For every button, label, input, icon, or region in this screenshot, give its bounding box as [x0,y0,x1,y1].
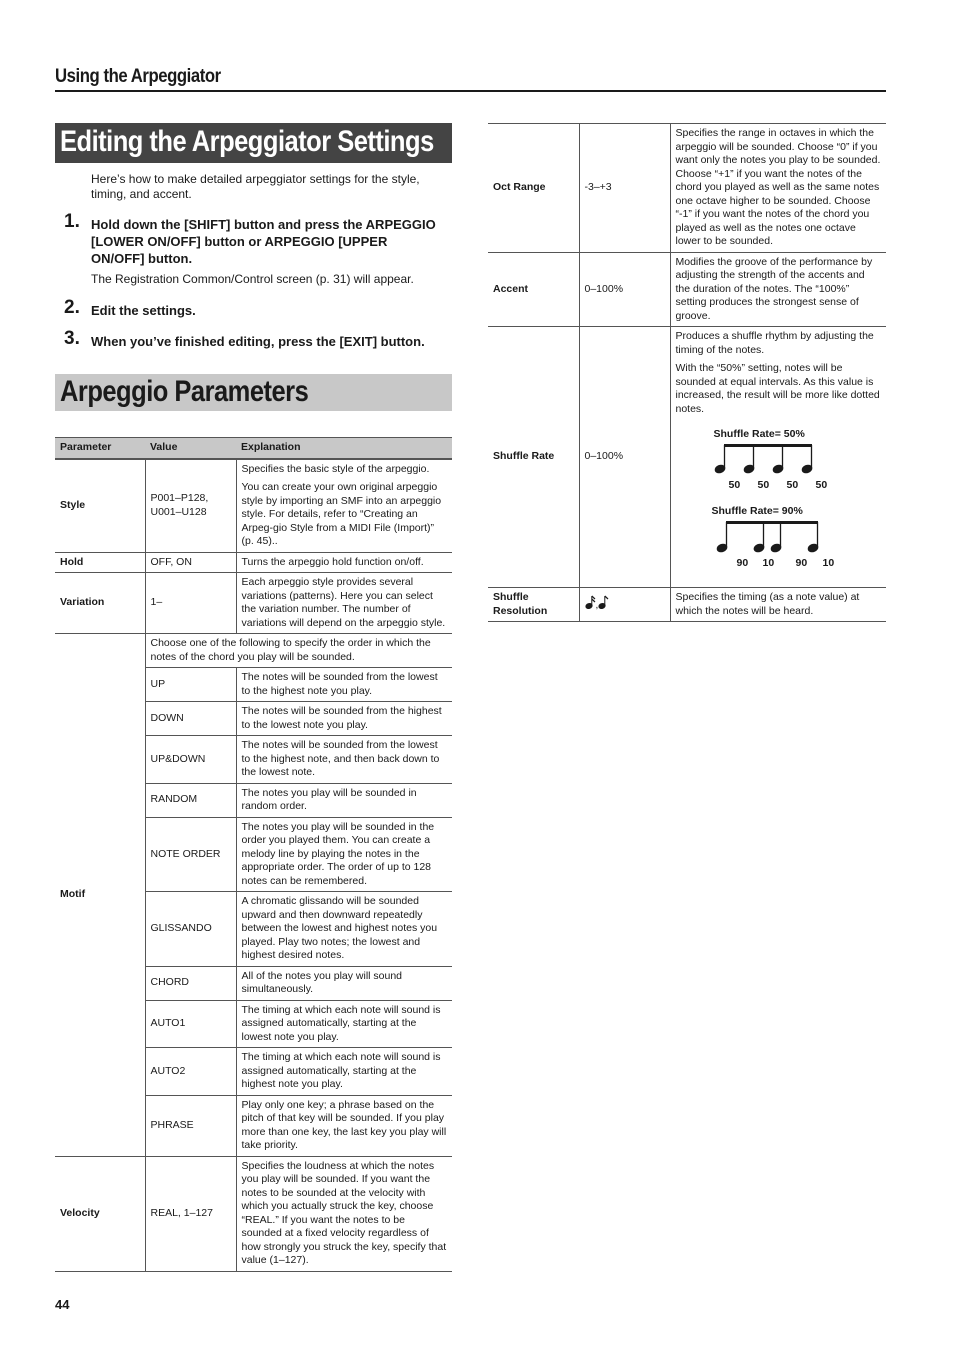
param-value: RANDOM [145,783,236,817]
param-value: NOTE ORDER [145,817,236,892]
table-row [488,588,886,622]
param-explanation: The notes you play will be sounded in random order. [236,783,452,817]
param-explanation: Choose one of the following to specify the order in which the notes of the chord you play will be sounded. [145,634,452,668]
parameters-heading: Arpeggio Parameters [55,374,452,411]
step-2-number: 2. [64,297,80,318]
param-value: 0–100% [579,327,670,588]
step-1-number: 1. [64,211,80,232]
param-name: Shuffle Rate [488,327,579,588]
step-2-text: Edit the settings. [91,303,196,318]
param-explanation: Specifies the loudness at which the notes you play will be sounded. If you want the notes to be sounded at the velocity with which you actually struck the key, choose “REAL.” If you want the notes to be sounded at a fixed velocity regardless of how strongly you struck the key, specify that value (1–127). [236,1156,452,1271]
step-1-text: Hold down the [SHIFT] button and press the ARPEGGIO [LOWER ON/OFF] button or ARPEGGIO [UPPER ON/OFF] button. [91,217,436,266]
param-explanation: Turns the arpeggio hold function on/off. [236,552,452,573]
param-value: REAL, 1–127 [145,1156,236,1271]
param-name: Oct Range [488,124,579,253]
param-explanation: The timing at which each note will sound is assigned automatically, starting at the lowest note you play. [236,1000,452,1048]
parameters-table-continued [488,123,886,622]
param-name: Velocity [55,1156,145,1271]
param-explanation: Specifies the range in octaves in which the arpeggio will be sounded. Choose “0” if you want only the notes you play to be sounded. Choose “+1” if you want the notes of the chord you played as well as the same notes one octave higher to be sounded. Choose “-1” if you want the notes of the chord you played as well as the notes one octave lower to be sounded. [670,124,886,253]
param-name: Motif [55,634,145,1157]
step-3-number: 3. [64,328,80,349]
shuffle-90-value: 10 [822,557,835,569]
column-header-parameter: Parameter [55,438,145,459]
param-value: OFF, ON [145,552,236,573]
shuffle-50-value: 50 [757,479,770,491]
table-row [55,459,452,553]
note-value-icons [585,594,609,610]
table-row [55,552,452,573]
table-row [55,1156,452,1271]
param-explanation: Modifies the groove of the performance by adjusting the strength of the accents and the duration of the notes. The “100%” setting produces the strongest sense of groove. [670,252,886,327]
editing-heading: Editing the Arpeggiator Settings [55,123,452,163]
param-name: Shuffle Resolution [488,588,579,622]
param-explanation: The notes will be sounded from the highest to the lowest note you play. [236,702,452,736]
param-name: Accent [488,252,579,327]
table-row [488,327,886,588]
param-value: -3–+3 [579,124,670,253]
param-value: CHORD [145,966,236,1000]
param-value: DOWN [145,702,236,736]
param-name: Hold [55,552,145,573]
shuffle-90-value: 90 [795,557,808,569]
shuffle-50-value: 50 [786,479,799,491]
explanation-text: Produces a shuffle rhythm by adjusting the timing of the notes. [675,330,874,356]
param-explanation: The notes will be sounded from the lowest to the highest note, and then back down to the lowest note. [236,736,452,784]
section-divider [55,90,886,92]
shuffle-rhythm-diagram [676,424,882,584]
table-row [488,252,886,327]
table-row [55,573,452,634]
param-name: Variation [55,573,145,634]
param-explanation: The notes will be sounded from the lowest to the highest note you play. [236,668,452,702]
param-explanation: All of the notes you play will sound simultaneously. [236,966,452,1000]
table-header-row [55,438,452,459]
param-value: UP&DOWN [145,736,236,784]
editing-intro: Here’s how to make detailed arpeggiator settings for the style, timing, and accent. [91,172,420,201]
shuffle-90-value: 10 [762,557,775,569]
shuffle-50-value: 50 [728,479,741,491]
explanation-text: Specifies the basic style of the arpeggio. [241,462,430,475]
param-value: 0–100% [579,252,670,327]
param-explanation: The notes you play will be sounded in the order you played them. You can create a melody line by playing the notes in the appropriate order. The order of up to 128 notes can be remembered. [236,817,452,892]
eighth-notes-shuffled-icon [716,521,826,555]
page-number: 44 [55,1297,70,1312]
param-value: 1– [145,573,236,634]
param-value: AUTO2 [145,1048,236,1096]
param-explanation: The timing at which each note will sound is assigned automatically, starting at the highest note you play. [236,1048,452,1096]
column-header-explanation: Explanation [236,438,452,459]
param-value: PHRASE [145,1095,236,1156]
param-value [579,588,670,622]
eighth-notes-even-icon [714,444,824,476]
shuffle-50-label: Shuffle Rate= 50% [713,428,805,440]
param-explanation [670,327,886,588]
param-explanation: Specifies the timing (as a note value) at which the notes will be heard. [670,588,886,622]
param-value: P001–P128, U001–U128 [145,459,236,553]
table-row [488,124,886,253]
explanation-text: With the “50%” setting, notes will be sounded at equal intervals. As this value is increased, the result will be more like dotted notes. [675,362,880,415]
parameters-table [55,437,452,1272]
param-value: UP [145,668,236,702]
shuffle-90-label: Shuffle Rate= 90% [711,505,803,517]
param-value: GLISSANDO [145,892,236,967]
shuffle-90-value: 90 [736,557,749,569]
param-explanation: A chromatic glissando will be sounded upward and then downward repeatedly between the lowest and highest notes you played. Play two notes; the lowest and highest desired notes. [236,892,452,967]
param-explanation: Each arpeggio style provides several variations (patterns). Here you can select the variation number. The number of variations will depend on the arpeggio style. [236,573,452,634]
param-value: AUTO1 [145,1000,236,1048]
step-1-note: The Registration Common/Control screen (p. 31) will appear. [91,272,414,286]
shuffle-50-value: 50 [815,479,828,491]
param-explanation: Play only one key; a phrase based on the pitch of that key will be sounded. If you play more than one key, the last key you play will take priority. [236,1095,452,1156]
column-header-value: Value [145,438,236,459]
section-title: Using the Arpeggiator [55,66,221,87]
explanation-text: You can create your own original arpeggio style by importing an SMF into an arpeggio style. For details, refer to “Creating an Arpeg-gio Style from a MIDI File (Import)” (p. 45).. [241,481,442,547]
svg-text:,: , [595,600,598,611]
param-name: Style [55,459,145,553]
param-explanation [236,459,452,553]
table-row [55,634,452,668]
step-3-text: When you’ve finished editing, press the [EXIT] button. [91,334,425,349]
